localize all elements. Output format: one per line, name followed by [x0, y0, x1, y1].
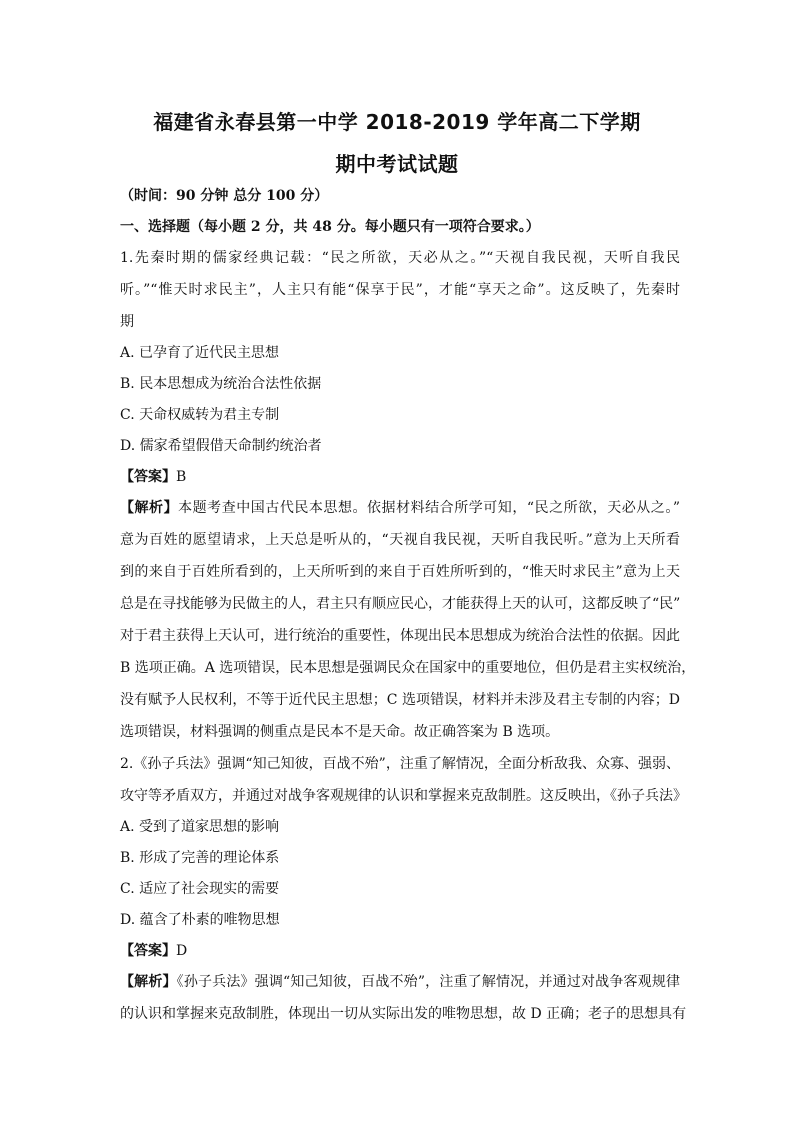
question-1-option-d: D. 儒家希望假借天命制约统治者: [120, 438, 322, 454]
document-title-line2: 期中考试试题: [335, 152, 459, 176]
question-2-analysis-line: 的认识和掌握来克敌制胜，体现出一切从实际出发的唯物思想，故 D 正确；老子的思想具有: [120, 1006, 687, 1022]
question-1-stem-line: 1.先秦时期的儒家经典记载：“民之所欲，天必从之。”“天视自我民视，天听自我民: [120, 250, 680, 266]
answer-label: 【答案】: [120, 469, 176, 485]
document-title-line1: 福建省永春县第一中学 2018-2019 学年高二下学期: [153, 110, 641, 134]
question-1-analysis-line: 总是在寻找能够为民做主的人，君主只有顺应民心，才能获得上天的认可，这都反映了“民”: [120, 596, 681, 612]
question-1-analysis-line: 对于君主获得上天认可，进行统治的重要性，体现出民本思想成为统治合法性的依据。因此: [120, 628, 680, 644]
question-1-option-a: A. 已孕育了近代民主思想: [120, 345, 280, 361]
question-1-option-c: C. 天命权威转为君主专制: [120, 407, 280, 423]
question-2-analysis-line: [120, 972, 680, 992]
question-2-stem-line: 2.《孙子兵法》强调“知己知彼，百战不殆”，注重了解情况，全面分析敌我、众寡、强弱、: [120, 756, 680, 772]
answer-label: 【答案】: [120, 943, 176, 959]
question-2-option-d: D. 蕴含了朴素的唯物思想: [120, 912, 280, 928]
question-1-analysis-line: B 选项正确。A 选项错误，民本思想是强调民众在国家中的重要地位，但仍是君主实权统治，: [120, 660, 696, 676]
analysis-text: 本题考查中国古代民本思想。依据材料结合所学可知，“民之所欲，天必从之。”: [178, 500, 681, 516]
question-2-option-a: A. 受到了道家思想的影响: [120, 819, 280, 835]
answer-value: D: [176, 943, 188, 959]
question-1-analysis-line: 到的来自于百姓所看到的，上天所听到的来自于百姓所听到的，“惟天时求民主”意为上天: [120, 564, 680, 580]
question-2-option-c: C. 适应了社会现实的需要: [120, 881, 280, 897]
question-2-answer: [120, 941, 680, 961]
question-2-stem-line: 攻守等矛盾双方，并通过对战争客观规律的认识和掌握来克敌制胜。这反映出，《孙子兵法》: [120, 788, 687, 804]
question-1-analysis-line: 选项错误，材料强调的侧重点是民本不是天命。故正确答案为 B 选项。: [120, 724, 560, 740]
question-1-stem-line: 听。”“惟天时求民主”，人主只有能“保享于民”，才能“享天之命”。这反映了，先秦时: [120, 282, 680, 298]
section-heading: 一、选择题（每小题 2 分，共 48 分。每小题只有一项符合要求。）: [120, 219, 540, 235]
question-1-answer: [120, 467, 680, 487]
analysis-label: 【解析】: [120, 500, 179, 516]
question-2-option-b: B. 形成了完善的理论体系: [120, 850, 280, 866]
answer-value: B: [176, 469, 187, 485]
exam-info: （时间：90 分钟 总分 100 分）: [120, 188, 329, 204]
question-1-analysis-line: [120, 498, 680, 518]
analysis-text: 《孙子兵法》强调“知己知彼，百战不殆”，注重了解情况，并通过对战争客观规律: [176, 974, 681, 990]
question-1-stem-line: 期: [120, 314, 134, 330]
question-1-option-b: B. 民本思想成为统治合法性依据: [120, 376, 322, 392]
analysis-label: 【解析】: [120, 974, 177, 990]
question-1-analysis-line: 意为百姓的愿望请求，上天总是听从的，“天视自我民视，天听自我民听。”意为上天所看: [120, 532, 680, 548]
question-1-analysis-line: 没有赋予人民权利，不等于近代民主思想；C 选项错误，材料并未涉及君主专制的内容；D: [120, 692, 680, 708]
